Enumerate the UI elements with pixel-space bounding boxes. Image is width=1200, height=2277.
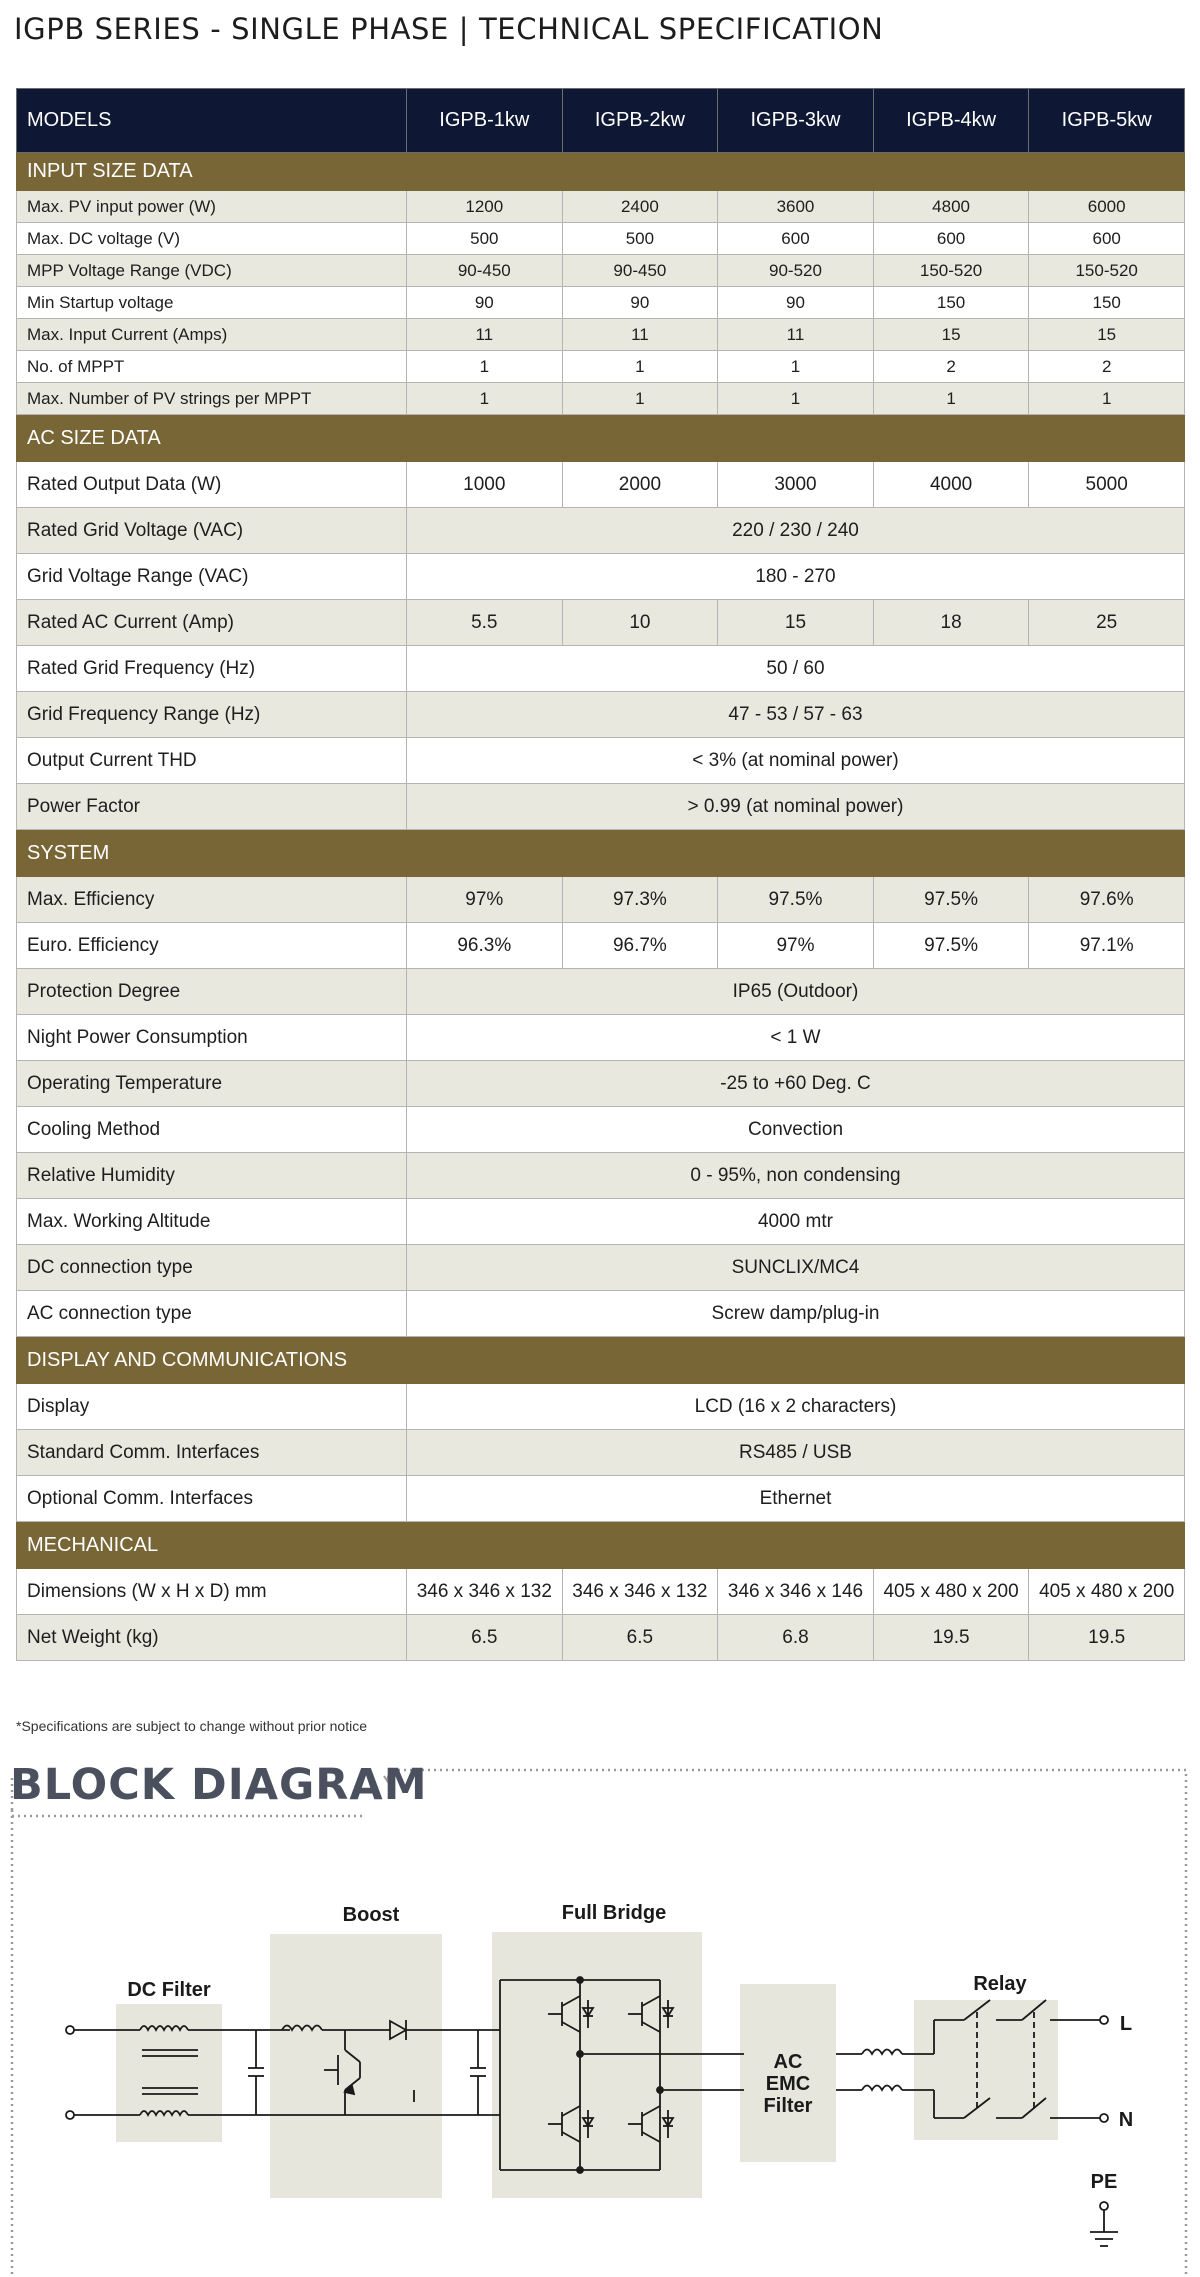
row-value: 10 xyxy=(562,600,718,646)
dc-filter-block xyxy=(116,2004,222,2142)
row-label: Min Startup voltage xyxy=(17,287,407,319)
table-row xyxy=(17,600,1185,646)
row-value: 346 x 346 x 132 xyxy=(407,1569,563,1615)
row-value: 150 xyxy=(1029,287,1185,319)
section-title: INPUT SIZE DATA xyxy=(17,153,1185,191)
earth-terminal-label: PE xyxy=(1090,2171,1118,2193)
row-label: Relative Humidity xyxy=(17,1153,407,1199)
row-value: 97% xyxy=(407,877,563,923)
input-terminal-icon xyxy=(66,2026,74,2034)
row-value: 5000 xyxy=(1029,462,1185,508)
table-row xyxy=(17,1061,1185,1107)
row-label: Standard Comm. Interfaces xyxy=(17,1430,407,1476)
table-row xyxy=(17,877,1185,923)
row-value: 96.3% xyxy=(407,923,563,969)
table-row xyxy=(17,1384,1185,1430)
row-value: 1 xyxy=(718,383,874,415)
boost-label: Boost xyxy=(342,1904,400,1926)
table-row xyxy=(17,255,1185,287)
line-terminal-label: L xyxy=(1119,2013,1133,2035)
row-value: 19.5 xyxy=(873,1615,1029,1661)
row-value: 6.5 xyxy=(407,1615,563,1661)
ac-emc-label-line3: Filter xyxy=(763,2095,813,2117)
dc-filter-label: DC Filter xyxy=(127,1979,211,2001)
ac-emc-label-line2: EMC xyxy=(765,2073,811,2095)
table-row xyxy=(17,1107,1185,1153)
table-row xyxy=(17,1245,1185,1291)
row-value: 2400 xyxy=(562,191,718,223)
row-value: 15 xyxy=(1029,319,1185,351)
row-value: 90 xyxy=(718,287,874,319)
table-row xyxy=(17,1476,1185,1522)
row-value: 6000 xyxy=(1029,191,1185,223)
row-value: RS485 / USB xyxy=(407,1430,1185,1476)
row-value: 90-450 xyxy=(562,255,718,287)
row-value: 1 xyxy=(562,383,718,415)
row-value: 47 - 53 / 57 - 63 xyxy=(407,692,1185,738)
row-value: 220 / 230 / 240 xyxy=(407,508,1185,554)
table-row xyxy=(17,969,1185,1015)
row-label: Euro. Efficiency xyxy=(17,923,407,969)
row-label: Protection Degree xyxy=(17,969,407,1015)
row-label: AC connection type xyxy=(17,1291,407,1337)
model-name: IGPB-4kw xyxy=(873,89,1029,153)
row-value: SUNCLIX/MC4 xyxy=(407,1245,1185,1291)
ac-emc-label-line1: AC xyxy=(773,2051,803,2073)
table-row xyxy=(17,319,1185,351)
table-row xyxy=(17,287,1185,319)
row-value: 346 x 346 x 132 xyxy=(562,1569,718,1615)
row-label: Net Weight (kg) xyxy=(17,1615,407,1661)
row-value: 1 xyxy=(1029,383,1185,415)
row-label: Rated Grid Frequency (Hz) xyxy=(17,646,407,692)
row-label: Cooling Method xyxy=(17,1107,407,1153)
table-row xyxy=(17,1153,1185,1199)
row-label: Rated AC Current (Amp) xyxy=(17,600,407,646)
row-value: 3000 xyxy=(718,462,874,508)
row-value: 18 xyxy=(873,600,1029,646)
row-value: 1 xyxy=(718,351,874,383)
model-name: IGPB-3kw xyxy=(718,89,874,153)
row-value: 2000 xyxy=(562,462,718,508)
row-label: Max. Input Current (Amps) xyxy=(17,319,407,351)
row-value: < 1 W xyxy=(407,1015,1185,1061)
inductor-icon xyxy=(862,2050,902,2055)
model-name: IGPB-5kw xyxy=(1029,89,1185,153)
row-value: 405 x 480 x 200 xyxy=(1029,1569,1185,1615)
model-name: IGPB-1kw xyxy=(407,89,563,153)
table-row xyxy=(17,738,1185,784)
specification-table xyxy=(16,88,1185,1661)
table-row xyxy=(17,692,1185,738)
table-row xyxy=(17,1291,1185,1337)
row-value: 600 xyxy=(1029,223,1185,255)
row-value: 90-520 xyxy=(718,255,874,287)
table-row xyxy=(17,1569,1185,1615)
row-value: 4800 xyxy=(873,191,1029,223)
row-value: 11 xyxy=(407,319,563,351)
row-value: 500 xyxy=(562,223,718,255)
row-value: 405 x 480 x 200 xyxy=(873,1569,1029,1615)
full-bridge-label: Full Bridge xyxy=(561,1902,667,1924)
section-title: DISPLAY AND COMMUNICATIONS xyxy=(17,1337,1185,1384)
full-bridge-block xyxy=(492,1932,702,2198)
section-header-system xyxy=(17,830,1185,877)
row-value: 1 xyxy=(407,383,563,415)
row-label: Operating Temperature xyxy=(17,1061,407,1107)
boost-block xyxy=(270,1934,442,2198)
row-label: Max. PV input power (W) xyxy=(17,191,407,223)
table-row xyxy=(17,383,1185,415)
row-value: 96.7% xyxy=(562,923,718,969)
row-value: Convection xyxy=(407,1107,1185,1153)
section-header-ac xyxy=(17,415,1185,462)
row-value: 1 xyxy=(873,383,1029,415)
row-value: 90 xyxy=(562,287,718,319)
row-value: 500 xyxy=(407,223,563,255)
row-value: 4000 mtr xyxy=(407,1199,1185,1245)
models-header-row xyxy=(17,89,1185,153)
row-value: 0 - 95%, non condensing xyxy=(407,1153,1185,1199)
row-value: 25 xyxy=(1029,600,1185,646)
row-label: Optional Comm. Interfaces xyxy=(17,1476,407,1522)
row-value: 97.5% xyxy=(873,877,1029,923)
table-row xyxy=(17,223,1185,255)
table-row xyxy=(17,462,1185,508)
row-value: < 3% (at nominal power) xyxy=(407,738,1185,784)
row-value: 19.5 xyxy=(1029,1615,1185,1661)
section-header-mechanical xyxy=(17,1522,1185,1569)
row-value: Ethernet xyxy=(407,1476,1185,1522)
row-label: Grid Voltage Range (VAC) xyxy=(17,554,407,600)
row-value: 1000 xyxy=(407,462,563,508)
row-label: Rated Output Data (W) xyxy=(17,462,407,508)
row-value: 97.1% xyxy=(1029,923,1185,969)
footnote: *Specifications are subject to change without prior notice xyxy=(16,1718,367,1734)
row-label: Grid Frequency Range (Hz) xyxy=(17,692,407,738)
relay-label: Relay xyxy=(973,1973,1027,1995)
table-row xyxy=(17,923,1185,969)
table-row xyxy=(17,1199,1185,1245)
row-label: MPP Voltage Range (VDC) xyxy=(17,255,407,287)
row-value: 1 xyxy=(562,351,718,383)
section-title: MECHANICAL xyxy=(17,1522,1185,1569)
row-label: DC connection type xyxy=(17,1245,407,1291)
row-value: 50 / 60 xyxy=(407,646,1185,692)
row-value: > 0.99 (at nominal power) xyxy=(407,784,1185,830)
row-value: Screw damp/plug-in xyxy=(407,1291,1185,1337)
table-row xyxy=(17,1430,1185,1476)
row-value: 4000 xyxy=(873,462,1029,508)
row-value: 3600 xyxy=(718,191,874,223)
row-label: Rated Grid Voltage (VAC) xyxy=(17,508,407,554)
input-terminal-icon xyxy=(66,2111,74,2119)
section-header-display xyxy=(17,1337,1185,1384)
row-label: Power Factor xyxy=(17,784,407,830)
table-row xyxy=(17,1015,1185,1061)
row-value: 2 xyxy=(1029,351,1185,383)
relay-block xyxy=(914,2000,1058,2140)
row-value: 1200 xyxy=(407,191,563,223)
table-row xyxy=(17,508,1185,554)
block-diagram xyxy=(0,1750,1200,2277)
section-title: AC SIZE DATA xyxy=(17,415,1185,462)
row-label: Max. Efficiency xyxy=(17,877,407,923)
row-value: 15 xyxy=(718,600,874,646)
row-value: LCD (16 x 2 characters) xyxy=(407,1384,1185,1430)
row-value: 97.3% xyxy=(562,877,718,923)
neutral-terminal-icon xyxy=(1100,2114,1108,2122)
section-header-input xyxy=(17,153,1185,191)
neutral-terminal-label: N xyxy=(1118,2109,1134,2131)
row-value: 150-520 xyxy=(873,255,1029,287)
row-value: 150 xyxy=(873,287,1029,319)
row-label: Night Power Consumption xyxy=(17,1015,407,1061)
page-title: IGPB SERIES - SINGLE PHASE | TECHNICAL SPECIFICATION xyxy=(14,12,884,46)
row-value: 180 - 270 xyxy=(407,554,1185,600)
row-value: -25 to +60 Deg. C xyxy=(407,1061,1185,1107)
row-value: 600 xyxy=(718,223,874,255)
model-name: IGPB-2kw xyxy=(562,89,718,153)
row-value: 2 xyxy=(873,351,1029,383)
row-value: 346 x 346 x 146 xyxy=(718,1569,874,1615)
row-value: 600 xyxy=(873,223,1029,255)
row-label: Display xyxy=(17,1384,407,1430)
row-label: Max. Number of PV strings per MPPT xyxy=(17,383,407,415)
row-value: 5.5 xyxy=(407,600,563,646)
row-value: 97.5% xyxy=(873,923,1029,969)
earth-terminal-icon xyxy=(1100,2202,1108,2210)
row-value: 97% xyxy=(718,923,874,969)
row-value: 15 xyxy=(873,319,1029,351)
row-value: 150-520 xyxy=(1029,255,1185,287)
block-diagram-title: BLOCK DIAGRAM xyxy=(10,1760,428,1810)
table-row xyxy=(17,784,1185,830)
models-label: MODELS xyxy=(17,89,407,153)
row-label: Max. Working Altitude xyxy=(17,1199,407,1245)
row-value: 97.6% xyxy=(1029,877,1185,923)
table-row xyxy=(17,1615,1185,1661)
row-label: Output Current THD xyxy=(17,738,407,784)
row-value: IP65 (Outdoor) xyxy=(407,969,1185,1015)
inductor-icon xyxy=(862,2086,902,2091)
row-value: 97.5% xyxy=(718,877,874,923)
table-row xyxy=(17,351,1185,383)
section-title: SYSTEM xyxy=(17,830,1185,877)
row-value: 1 xyxy=(407,351,563,383)
line-terminal-icon xyxy=(1100,2016,1108,2024)
row-label: Max. DC voltage (V) xyxy=(17,223,407,255)
row-label: No. of MPPT xyxy=(17,351,407,383)
row-value: 6.8 xyxy=(718,1615,874,1661)
table-row xyxy=(17,646,1185,692)
row-label: Dimensions (W x H x D) mm xyxy=(17,1569,407,1615)
row-value: 90-450 xyxy=(407,255,563,287)
row-value: 90 xyxy=(407,287,563,319)
row-value: 11 xyxy=(718,319,874,351)
row-value: 6.5 xyxy=(562,1615,718,1661)
table-row xyxy=(17,554,1185,600)
row-value: 11 xyxy=(562,319,718,351)
table-row xyxy=(17,191,1185,223)
